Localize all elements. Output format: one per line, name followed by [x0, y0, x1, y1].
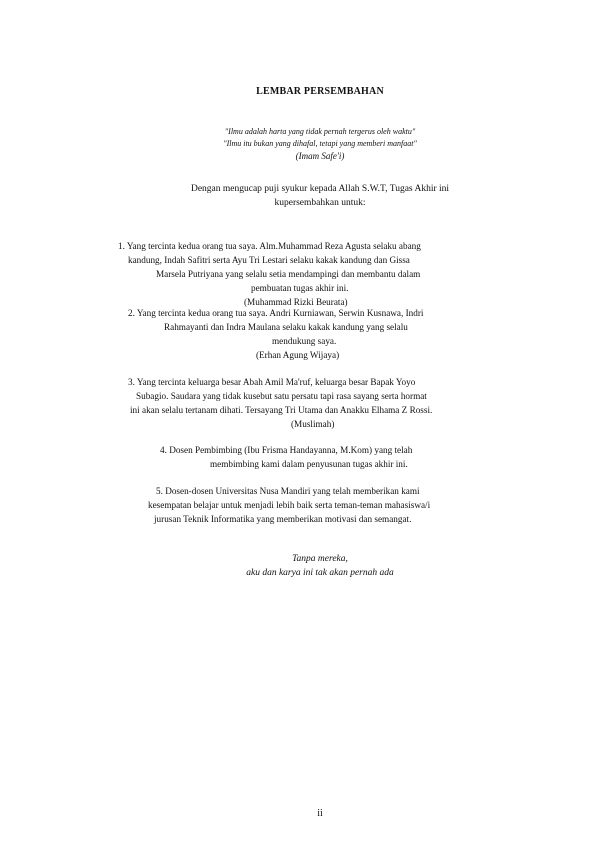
intro-paragraph — [0, 182, 595, 210]
item-1-line-4: pembuatan tugas akhir ini. — [251, 283, 349, 293]
item-1-author: (Muhammad Rizki Beurata) — [244, 297, 348, 307]
dedication-item-5 — [148, 484, 508, 526]
item-2-line-1: 2. Yang tercinta kedua orang tua saya. Andri Kurniawan, Serwin Kusnawa, Indri — [128, 308, 424, 318]
quote-author: (Imam Safe'i) — [295, 151, 345, 161]
item-3-line-1: 3. Yang tercinta keluarga besar Abah Amil Ma'ruf, keluarga besar Bapak Yoyo — [128, 377, 416, 387]
dedication-item-2 — [128, 306, 528, 362]
item-3-line-2: Subagio. Saudara yang tidak kusebut satu persatu tapi rasa sayang serta hormat — [136, 391, 427, 401]
closing-line-1: Tanpa mereka, — [292, 554, 348, 564]
item-5-line-1: 5. Dosen-dosen Universitas Nusa Mandiri yang telah memberikan kami — [156, 486, 420, 496]
epigraph — [0, 126, 595, 162]
item-1-line-2: kandung, Indah Safitri serta Ayu Tri Lestari selaku kakak kandung dan Gissa — [128, 255, 410, 265]
item-5-line-2: kesempatan belajar untuk menjadi lebih baik serta teman-teman mahasiswa/i — [148, 500, 431, 510]
closing-statement — [0, 552, 595, 580]
dedication-item-3 — [128, 375, 528, 431]
item-2-author: (Erhan Agung Wijaya) — [256, 350, 340, 360]
page-number: ii — [317, 808, 323, 819]
item-3-line-3: ini akan selalu tertanam dihati. Tersayang Tri Utama dan Anakku Elhama Z Rossi. — [130, 405, 433, 415]
item-5-line-3: jurusan Teknik Informatika yang memberikan motivasi dan semangat. — [154, 514, 412, 524]
item-2-line-3: mendukung saya. — [272, 336, 337, 346]
page-title: LEMBAR PERSEMBAHAN — [256, 86, 384, 97]
quote-line-2: "Ilmu itu bukan yang dihafal, tetapi yang memberi manfaat" — [223, 139, 417, 148]
quote-line-1: "Ilmu adalah harta yang tidak pernah tergerus oleh waktu" — [224, 127, 416, 136]
intro-line-1: Dengan mengucap puji syukur kepada Allah S.W.T, Tugas Akhir ini — [190, 184, 450, 194]
item-1-line-3: Marsela Putriyana yang selalu setia mendampingi dan membantu dalam — [156, 269, 421, 279]
item-2-line-2: Rahmayanti dan Indra Maulana selaku kakak kandung yang selalu — [164, 322, 408, 332]
item-1-line-1: 1. Yang tercinta kedua orang tua saya. Alm.Muhammad Reza Agusta selaku abang — [118, 241, 421, 251]
closing-line-2: aku dan karya ini tak akan pernah ada — [246, 568, 394, 578]
item-3-author: (Muslimah) — [291, 419, 335, 429]
item-4-line-1: 4. Dosen Pembimbing (Ibu Frisma Handayanna, M.Kom) yang telah — [160, 445, 413, 455]
dedication-item-4 — [160, 443, 480, 471]
intro-line-2: kupersembahkan untuk: — [274, 198, 366, 208]
item-4-line-2: membimbing kami dalam penyusunan tugas akhir ini. — [210, 459, 408, 469]
dedication-item-1 — [118, 239, 538, 309]
